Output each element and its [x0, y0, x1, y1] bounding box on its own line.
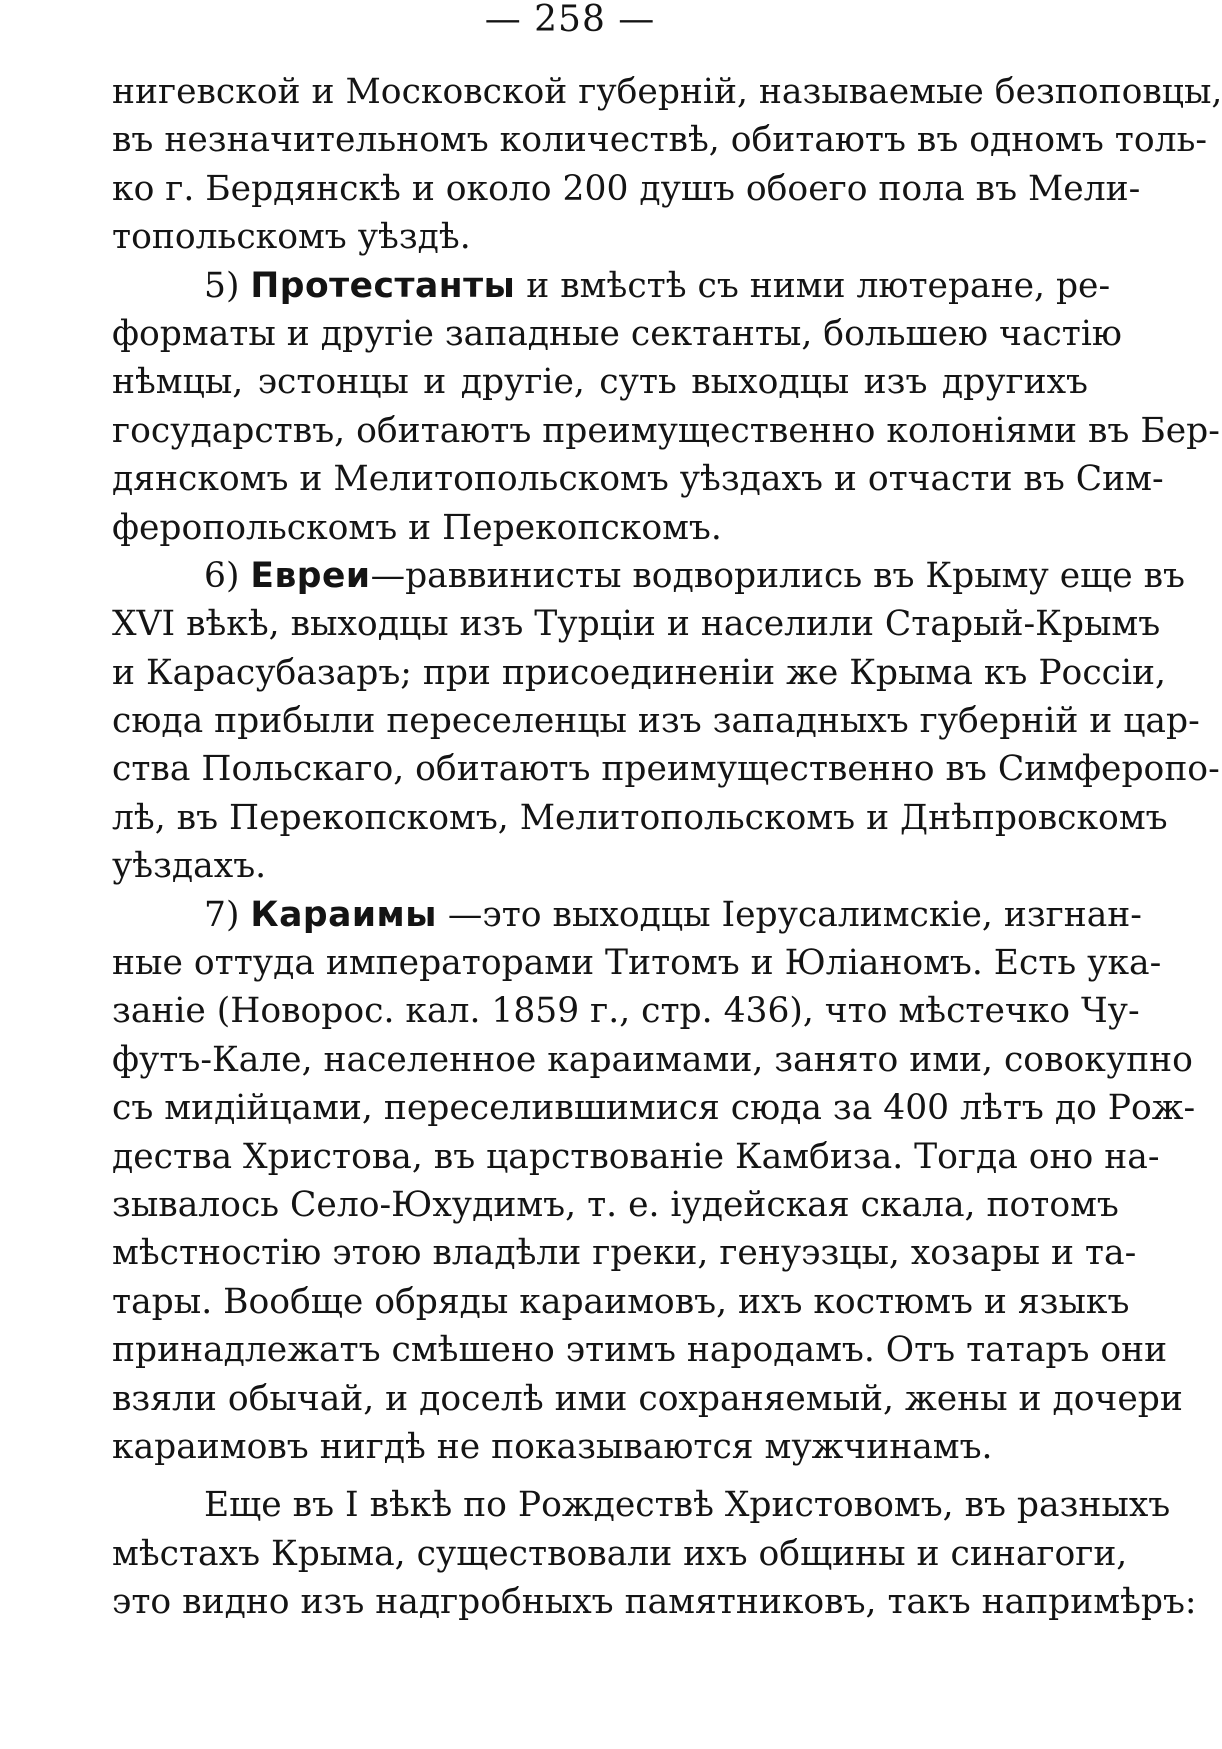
text-line: топольскомъ уѣздѣ. [112, 217, 471, 258]
text-line: государствъ, обитаютъ преимущественно колоніями въ Бер- [112, 410, 1220, 451]
section-title-karaites: Караимы [250, 894, 437, 935]
text-line: въ незначительномъ количествѣ, обитаютъ въ одномъ толь- [112, 120, 1208, 161]
text-line: заніе (Новорос. кал. 1859 г., стр. 436), что мѣстечко Чу- [112, 991, 1140, 1032]
text-line: принадлежатъ смѣшено этимъ народамъ. Отъ татаръ они [112, 1330, 1168, 1371]
body-text [112, 68, 1222, 1627]
section-title-jews: Евреи [250, 555, 371, 596]
text-line: уѣздахъ. [112, 846, 267, 887]
section-text: и вмѣстѣ съ ними лютеране, ре- [515, 265, 1111, 306]
section-heading-line [112, 262, 1111, 310]
text-line: взяли обычай, и доселѣ ими сохраняемый, жены и дочери [112, 1378, 1183, 1419]
text-line: тары. Вообще обряды караимовъ, ихъ костюмъ и языкъ [112, 1281, 1130, 1322]
section-heading-line [112, 891, 1142, 939]
text-line: караимовъ нигдѣ не показываются мужчинамъ. [112, 1426, 993, 1467]
text-line: лѣ, въ Перекопскомъ, Мелитопольскомъ и Днѣпровскомъ [112, 797, 1168, 838]
text-line: ко г. Бердянскѣ и около 200 душъ обоего пола въ Мели- [112, 168, 1141, 209]
paragraph-start-line: Еще въ I вѣкѣ по Рождествѣ Христовомъ, въ разныхъ [204, 1485, 1171, 1526]
section-number: 6) [204, 555, 251, 596]
text-line: форматы и другіе западные сектанты, большею частію [112, 313, 1122, 354]
section-title-protestants: Протестанты [250, 265, 516, 306]
page-number: — 258 — [484, 0, 656, 40]
section-heading-line [112, 552, 1186, 600]
text-line: съ мидійцами, переселившимися сюда за 400 лѣтъ до Рож- [112, 1088, 1196, 1129]
text-line: дянскомъ и Мелитопольскомъ уѣздахъ и отчасти въ Сим- [112, 459, 1164, 500]
text-line: зывалось Село-Юхудимъ, т. е. іудейская скала, потомъ [112, 1184, 1119, 1225]
text-line: XVI вѣкѣ, выходцы изъ Турціи и населили Старый-Крымъ [112, 604, 1161, 645]
text-line: феропольскомъ и Перекопскомъ. [112, 507, 722, 548]
text-line: это видно изъ надгробныхъ памятниковъ, такъ напримѣръ: [112, 1582, 1197, 1623]
text-line: дества Христова, въ царствованіе Камбиза. Тогда оно на- [112, 1136, 1160, 1177]
text-line: мѣстностію этою владѣли греки, генуэзцы, хозары и та- [112, 1233, 1137, 1274]
text-line: и Карасубазаръ; при присоединеніи же Крыма къ Россіи, [112, 652, 1166, 693]
text-line: футъ-Кале, населенное караимами, занято ими, совокупно [112, 1039, 1193, 1080]
text-line: мѣстахъ Крыма, существовали ихъ общины и синагоги, [112, 1533, 1128, 1574]
text-line: сюда прибыли переселенцы изъ западныхъ губерній и цар- [112, 701, 1200, 742]
section-text: —раввинисты водворились въ Крыму еще въ [370, 555, 1186, 596]
text-line: ства Польскаго, обитаютъ преимущественно въ Симферопо- [112, 749, 1220, 790]
section-number: 7) [204, 894, 251, 935]
text-line: ные оттуда императорами Титомъ и Юліаномъ. Есть ука- [112, 943, 1162, 984]
section-number: 5) [204, 265, 251, 306]
text-line: нѣмцы, эстонцы и другіе, суть выходцы изъ другихъ [112, 362, 1088, 403]
text-line: нигевской и Московской губерній, называемые безпоповцы, [112, 72, 1222, 112]
section-text: —это выходцы Іерусалимскіе, изгнан- [436, 894, 1142, 935]
